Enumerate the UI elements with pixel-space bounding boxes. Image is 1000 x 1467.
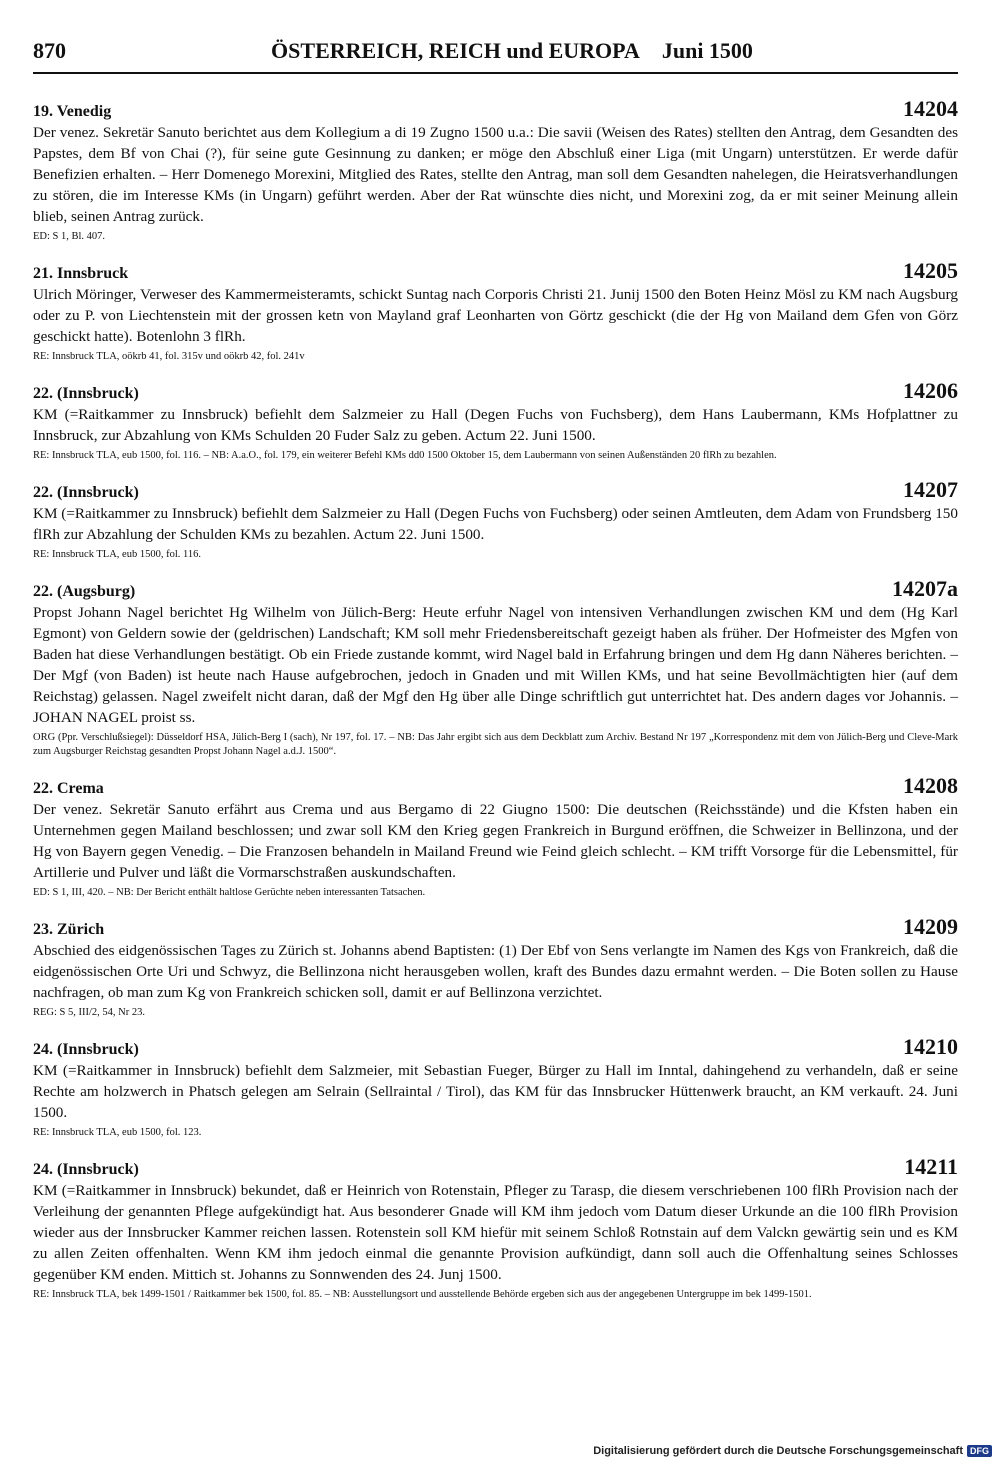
entry-14207a [33,576,958,759]
entry-place: 24. (Innsbruck) [33,1161,139,1178]
entry-14206 [33,378,958,463]
entry-14210 [33,1034,958,1140]
entry-place: 22. (Innsbruck) [33,385,139,402]
entry-14204 [33,96,958,244]
entry-place: 21. Innsbruck [33,265,129,282]
entry-body: KM (=Raitkammer in Innsbruck) bekundet, daß er Heinrich von Rotenstain, Pfleger zu Tarasp, die diesem verschriebenen 100 flRh Provision nach der Verleihung der genannten Pflege aufgekündigt hat. Aus besonderer Gnade will KM ihm jedoch vom Datum dieser Urkunde an die 100 flRh Provision wieder aus der Innsbrucker Kammer reichen lassen. Rotenstein soll KM hiefür mit seinem Schloß Rotnstain auf dem Valckn gewärtig sein und es KM zu allen Zeiten offenhalten. Wenn KM ihm jedoch einmal die genannte Provision aufkündigt, dann soll auch die Offenhaltung seines Schlosses gegenüber KM enden. Mittich st. Johanns zu Sonnwenden des 24. Junj 1500. [33,1182,958,1283]
entry-note: RE: Innsbruck TLA, bek 1499-1501 / Raitkammer bek 1500, fol. 85. – NB: Ausstellungsort und ausstellende Behörde ergeben sich aus der angegebenen Untergruppe im bek 1499-1501. [33,1289,812,1300]
entry-note: ED: S 1, III, 420. – NB: Der Bericht enthält haltlose Gerüchte neben interessanten Tatsachen. [33,887,426,898]
entry-place: 24. (Innsbruck) [33,1041,139,1058]
entry-place: 23. Zürich [33,921,105,938]
entry-number: 14210 [903,1034,958,1059]
dfg-logo: DFG [967,1445,992,1457]
entry-note: RE: Innsbruck TLA, eub 1500, fol. 116. – NB: A.a.O., fol. 179, ein weiterer Befehl KMs dd0 1500 Oktober 15, dem Laubermann von seinen Außenständen 20 flRh zu bezahlen. [33,450,777,461]
entry-body: KM (=Raitkammer in Innsbruck) befiehlt dem Salzmeier, mit Sebastian Fueger, Bürger zu Hall im Inntal, dahingehend zu verhandeln, daß er seine Rechte am holzwerch in Phatsch gelegen am Selrain (Sellraintal / Tirol), das KM für das Innsbrucker Hüttenwerk braucht, an KM verkauft. 24. Juni 1500. [33,1062,958,1121]
entry-place: 22. (Augsburg) [33,583,136,600]
entry-note: ORG (Ppr. Verschlußsiegel): Düsseldorf HSA, Jülich-Berg I (sach), Nr 197, fol. 17. – NB: Das Jahr ergibt sich aus dem Deckblatt zum Archiv. Bestand Nr 197 „Korrespondenz mit dem von Jülich-Berg und Cleve-Mark zum Augsburger Reichstag gesandten Propst Johann Nagel a.d.J. 1500“. [33,732,958,757]
entry-number: 14206 [903,378,958,403]
page-number: 870 [33,38,66,63]
entry-note: REG: S 5, III/2, 54, Nr 23. [33,1007,145,1018]
entry-body: Der venez. Sekretär Sanuto berichtet aus dem Kollegium a di 19 Zugno 1500 u.a.: Die savii (Weisen des Rates) stellten den Antrag, dem Gesandten des Papstes, dem Bf von Chai (?), für seine gute Gesinnung zu danken; er möge den Abschluß einer Liga (mit Ungarn) unterstützen. Er werde dafür Benefizien erhalten. – Herr Domenego Morexini, Mitglied des Rates, stellte den Antrag, man soll dem Gesandten nahelegen, die Heiratsverhandlungen zu stören, die im Interesse KMs (in Ungarn) geführt werden. Aber der Rat wünschte dies nicht, und Morexini zog, da er mit seiner Meinung allein blieb, seinen Antrag zurück. [33,124,958,225]
entry-place: 22. Crema [33,780,104,797]
entry-place: 22. (Innsbruck) [33,484,139,501]
entry-14208 [33,773,958,900]
entries-list [33,96,958,1302]
entry-note: RE: Innsbruck TLA, eub 1500, fol. 123. [33,1127,202,1138]
entry-note: ED: S 1, Bl. 407. [33,231,106,242]
entry-number: 14207a [892,576,958,601]
entry-note: RE: Innsbruck TLA, eub 1500, fol. 116. [33,549,201,560]
entry-body: Ulrich Möringer, Verweser des Kammermeisteramts, schickt Suntag nach Corporis Christi 21. Junij 1500 den Boten Heinz Mösl zu KM nach Augsburg oder zu P. von Liechtenstein mit der grossen ketn von Mayland graf Leonharten von Görtz geschickt (die der Hg von Mailand dem Gfen von Görz geschickt hatte). Botenlohn 3 flRh. [33,286,958,345]
entry-body: KM (=Raitkammer zu Innsbruck) befiehlt dem Salzmeier zu Hall (Degen Fuchs von Fuchsberg) oder seinen Amtleuten, dem Adam von Frundsberg 150 flRh zur Abzahlung der Schulden KMs zu bezahlen. Actum 22. Juni 1500. [33,505,958,543]
entry-body: KM (=Raitkammer zu Innsbruck) befiehlt dem Salzmeier zu Hall (Degen Fuchs von Fuchsberg), dem Hans Laubermann, KMs Hofplattner zu Innsbruck, zur Abzahlung von KMs Schulden 20 Fuder Salz zu geben. Actum 22. Juni 1500. [33,406,958,444]
entry-number: 14209 [903,914,958,939]
entry-body: Der venez. Sekretär Sanuto erfährt aus Crema und aus Bergamo di 22 Giugno 1500: Die deutschen (Reichsstände) und die Kfsten haben ein Unternehmen gegen Mailand beschlossen; und zwar soll KM den Krieg gegen Frankreich in Burgund eröffnen, die Schweizer in Bellinzona, und der Hg von Bayern gegen Venedig. – Die Franzosen behandeln in Mailand Freund wie Feind gleich schlecht. – KM trifft Vorsorge für die Lebensmittel, für Artillerie und Pulver und läßt die Vormarschstraßen auskundschaften. [33,801,958,881]
entry-number: 14208 [903,773,958,798]
entry-number: 14211 [904,1154,958,1179]
footer-text: Digitalisierung gefördert durch die Deutsche Forschungsgemeinschaft [593,1445,963,1457]
entry-number: 14207 [903,477,958,502]
entry-number: 14205 [903,258,958,283]
document-page [33,38,958,1316]
entry-14205 [33,258,958,364]
entry-note: RE: Innsbruck TLA, oökrb 41, fol. 315v und oökrb 42, fol. 241v [33,351,305,362]
footer-credit [593,1445,992,1457]
running-head [33,38,958,74]
entry-14207 [33,477,958,562]
page-date: Juni 1500 [661,38,753,63]
entry-body: Abschied des eidgenössischen Tages zu Zürich st. Johanns abend Baptisten: (1) Der Ebf von Sens verlangte im Namen des Kgs von Frankreich, daß die eidgenössischen Orte Uri und Schwyz, die Bellinzona nicht herausgeben wollen, kraft des Bundes dazu ermahnt werden. – Die Boten sollen zu Hause nachfragen, ob man zum Kg von Frankreich schicken soll, damit er auf Bellinzona verzichtet. [33,942,958,1001]
entry-body: Propst Johann Nagel berichtet Hg Wilhelm von Jülich-Berg: Heute erfuhr Nagel von intensiven Verhandlungen zwischen KM und dem (Hg Karl Egmont) von Geldern sowie der (geldrischen) Landschaft; KM soll mehr Friedensbereitschaft gezeigt haben als früher. Der Hofmeister des Mgfen von Baden hat diese Verhandlungen bestätigt. Ob ein Friede zustande kommt, wird Nagel bald in Erfahrung bringen und dem Hg dann Näheres berichten. – Der Mgf (von Baden) ist heute nach Hause aufgebrochen, jedoch in Gnaden und mit Willen KMs, und hat seine Bevollmächtigten hier (auf dem Reichstag) gelassen. Nagel zweifelt nicht daran, daß der Mgf den Hg über alle Dinge schriftlich gut unterrichtet hat. Des andern dages vor Johannis. – JOHAN NAGEL proist ss. [33,604,958,726]
entry-number: 14204 [903,96,958,121]
page-title: ÖSTERREICH, REICH und EUROPA Juni 1500 [271,38,753,63]
entry-place: 19. Venedig [33,103,112,120]
entry-14211 [33,1154,958,1302]
entry-14209 [33,914,958,1020]
